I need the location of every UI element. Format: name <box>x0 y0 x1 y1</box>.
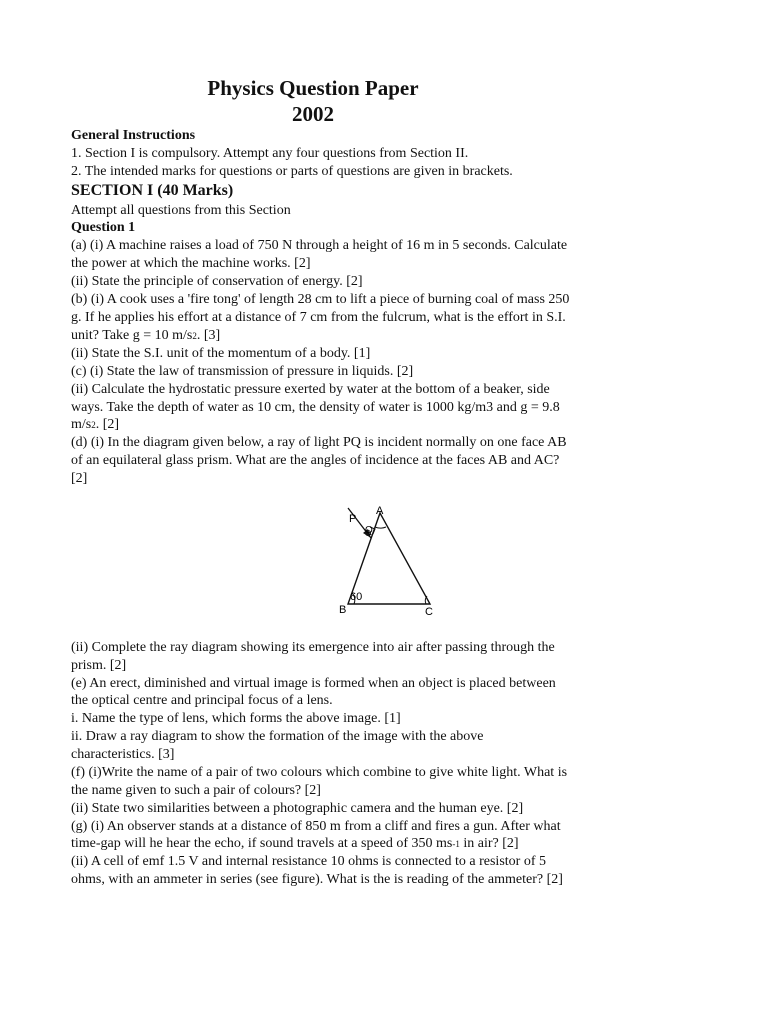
question-line: ii. Draw a ray diagram to show the formation of the image with the above <box>71 729 484 744</box>
question-line: g. If he applies his effort at a distance of 7 cm from the fulcrum, what is the effort in S.I. <box>71 310 566 325</box>
paper-year: 2002 <box>292 102 334 126</box>
prism-diagram <box>330 500 450 620</box>
question-line: the name given to such a pair of colours? [2] <box>71 783 321 798</box>
angle-arc-a <box>375 527 386 528</box>
question-text: m/s <box>71 417 92 432</box>
question-line: (ii) State two similarities between a photographic camera and the human eye. [2] <box>71 801 524 816</box>
instruction-item: 2. The intended marks for questions or parts of questions are given in brackets. <box>71 164 513 179</box>
question-line: prism. [2] <box>71 658 127 673</box>
question-line: (g) (i) An observer stands at a distance of 850 m from a cliff and fires a gun. After what <box>71 819 561 834</box>
question-line: (b) (i) A cook uses a 'fire tong' of length 28 cm to lift a piece of burning coal of mass 250 <box>71 292 570 307</box>
question-line: (ii) A cell of emf 1.5 V and internal resistance 10 ohms is connected to a resistor of 5 <box>71 854 546 869</box>
superscript-text: 2 <box>91 420 96 430</box>
paper-title: Physics Question Paper <box>207 76 419 100</box>
question-line: (ii) State the S.I. unit of the momentum of a body. [1] <box>71 346 371 361</box>
question-line: (a) (i) A machine raises a load of 750 N through a height of 16 m in 5 seconds. Calculate <box>71 238 568 253</box>
question-line: (f) (i)Write the name of a pair of two colours which combine to give white light. What is <box>71 765 568 780</box>
label-b: B <box>339 604 347 616</box>
question-text: in air? [2] <box>459 836 519 851</box>
instructions-heading: General Instructions <box>71 128 196 143</box>
question-line <box>71 327 220 345</box>
superscript-text: 2 <box>192 331 197 341</box>
question-line: [2] <box>71 471 88 486</box>
question-line: of an equilateral glass prism. What are the angles of incidence at the faces AB and AC? <box>71 453 560 468</box>
question-line: the power at which the machine works. [2] <box>71 256 311 271</box>
label-c: C <box>425 606 433 618</box>
label-q: Q <box>365 525 373 536</box>
question-line: ways. Take the depth of water as 10 cm, the density of water is 1000 kg/m3 and g = 9.8 <box>71 400 560 415</box>
question-line <box>71 835 519 853</box>
question-line: (c) (i) State the law of transmission of pressure in liquids. [2] <box>71 364 414 379</box>
instruction-item: 1. Section I is compulsory. Attempt any four questions from Section II. <box>71 146 469 161</box>
question-line: (e) An erect, diminished and virtual image is formed when an object is placed between <box>71 676 556 691</box>
question-line: (ii) State the principle of conservation of energy. [2] <box>71 274 363 289</box>
label-p: P <box>349 513 357 525</box>
section-note: Attempt all questions from this Section <box>71 203 291 218</box>
label-a: A <box>376 505 384 517</box>
question-text: time-gap will he hear the echo, if sound travels at a speed of 350 ms <box>71 836 453 851</box>
question-line: the optical centre and principal focus of a lens. <box>71 693 333 708</box>
angle-label: 60 <box>350 591 363 603</box>
question-line: (d) (i) In the diagram given below, a ray of light PQ is incident normally on one face AB <box>71 435 567 450</box>
question-line: (ii) Complete the ray diagram showing its emergence into air after passing through the <box>71 640 555 655</box>
question-text: . [2] <box>95 417 120 432</box>
question-text: unit? Take g = 10 m/s <box>71 328 193 343</box>
question-text: . [3] <box>196 328 221 343</box>
question-line: ohms, with an ammeter in series (see figure). What is the is reading of the ammeter? [2] <box>71 872 563 887</box>
question-heading: Question 1 <box>71 220 136 235</box>
question-line <box>71 416 119 434</box>
superscript-text: -1 <box>452 839 460 849</box>
question-line: characteristics. [3] <box>71 747 175 762</box>
section-heading: SECTION I (40 Marks) <box>71 182 234 199</box>
question-line: i. Name the type of lens, which forms the above image. [1] <box>71 711 401 726</box>
question-line: (ii) Calculate the hydrostatic pressure exerted by water at the bottom of a beaker, side <box>71 382 550 397</box>
